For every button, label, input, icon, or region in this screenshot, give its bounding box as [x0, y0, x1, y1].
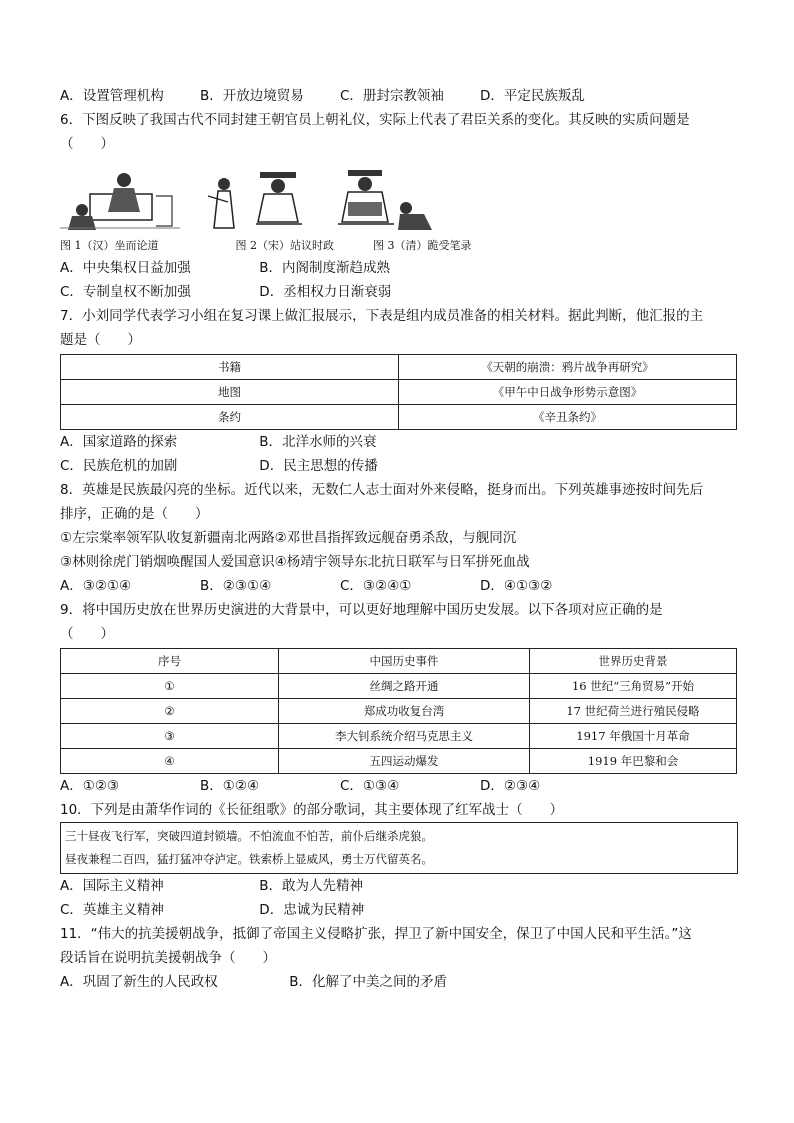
table-cell: 17 世纪荷兰进行殖民侵略: [530, 699, 737, 724]
q5-options: [60, 84, 740, 108]
table-row: [61, 380, 737, 405]
q6-figures: [60, 158, 740, 236]
table-cell: ①: [61, 674, 279, 699]
q10-lyrics-line1: 三十昼夜飞行军，突破四道封锁墙。不怕流血不怕苦，前仆后继杀虎狼。: [65, 829, 433, 843]
exam-page: [60, 84, 740, 994]
q10-lyrics-line2: 昼夜兼程二百四，猛打猛冲夺泸定。铁索桥上显威风，勇士万代留英名。: [65, 852, 433, 866]
table-cell: 书籍: [61, 355, 399, 380]
q6-option-d[interactable]: D．丞相权力日渐衰弱: [259, 284, 392, 300]
table-cell: ④: [61, 749, 279, 774]
q9-option-a[interactable]: A．①②③: [60, 778, 120, 794]
q6-stem-line2: （ ）: [60, 136, 114, 152]
q8-items-line1: ①左宗棠率领军队收复新疆南北两路②邓世昌指挥致远舰奋勇杀敌，与舰同沉: [60, 530, 517, 546]
table-row: [61, 674, 737, 699]
table-cell: 1917 年俄国十月革命: [530, 724, 737, 749]
q8-stem-line2: 排序，正确的是（ ）: [60, 506, 209, 522]
q5-option-d[interactable]: D．平定民族叛乱: [480, 88, 585, 104]
q11-option-b[interactable]: B．化解了中美之间的矛盾: [289, 974, 448, 990]
figure-song-court-illustration: [198, 166, 318, 236]
q10-option-c[interactable]: C．英雄主义精神: [60, 902, 164, 918]
q7-option-d[interactable]: D．民主思想的传播: [259, 458, 378, 474]
q7-option-b[interactable]: B．北洋水师的兴衰: [259, 434, 377, 450]
q6-option-b[interactable]: B．内阁制度渐趋成熟: [259, 260, 391, 276]
q9-history-table: [60, 648, 737, 774]
q9-option-d[interactable]: D．②③④: [480, 778, 541, 794]
table-cell: 1919 年巴黎和会: [530, 749, 737, 774]
q10-lyrics-box: [60, 822, 738, 874]
q8-option-c[interactable]: C．③②④①: [340, 578, 412, 594]
q11-stem-line2: 段话旨在说明抗美援朝战争（ ）: [60, 950, 276, 966]
q9-option-c[interactable]: C．①③④: [340, 778, 400, 794]
table-cell: ③: [61, 724, 279, 749]
caption-figure-3: 图 3（清）跪受笔录: [373, 239, 472, 252]
table-header-cell: 序号: [61, 649, 279, 674]
q7-materials-table: [60, 354, 737, 430]
q10-options-row2: [60, 898, 740, 922]
q7-options-row1: [60, 430, 740, 454]
table-cell: 《天朝的崩溃：鸦片战争再研究》: [399, 355, 737, 380]
q6-option-a[interactable]: A．中央集权日益加强: [60, 260, 191, 276]
q9-options: [60, 774, 740, 798]
q7-option-c[interactable]: C．民族危机的加剧: [60, 458, 178, 474]
q8-options: [60, 574, 740, 598]
table-cell: 郑成功收复台湾: [279, 699, 530, 724]
q9-stem-line2: （ ）: [60, 626, 114, 642]
table-cell: 《辛丑条约》: [399, 405, 737, 430]
q8-stem-line1: 8．英雄是民族最闪亮的坐标。近代以来，无数仁人志士面对外来侵略，挺身而出。下列英雄事迹按时间先后: [60, 482, 704, 498]
table-cell: ②: [61, 699, 279, 724]
q6-options-row2: [60, 280, 740, 304]
caption-figure-2: 图 2（宋）站议时政: [235, 239, 334, 252]
table-cell: 五四运动爆发: [279, 749, 530, 774]
q5-option-a[interactable]: A．设置管理机构: [60, 88, 164, 104]
table-cell: 条约: [61, 405, 399, 430]
q7-option-a[interactable]: A．国家道路的探索: [60, 434, 178, 450]
caption-figure-1: 图 1（汉）坐而论道: [60, 239, 159, 252]
q11-stem-line1: 11．“伟大的抗美援朝战争，抵御了帝国主义侵略扩张，捍卫了新中国安全，保卫了中国人民和平生活。”这: [60, 926, 692, 942]
q10-option-b[interactable]: B．敢为人先精神: [259, 878, 364, 894]
q6-figure-captions: [60, 236, 740, 256]
table-cell: 李大钊系统介绍马克思主义: [279, 724, 530, 749]
q9-stem-line1: 9．将中国历史放在世界历史演进的大背景中，可以更好地理解中国历史发展。以下各项对应正确的是: [60, 602, 663, 618]
table-cell: 地图: [61, 380, 399, 405]
table-row: [61, 749, 737, 774]
table-cell: 丝绸之路开通: [279, 674, 530, 699]
q7-stem-line1: 7．小刘同学代表学习小组在复习课上做汇报展示，下表是组内成员准备的相关材料。据此判断，他汇报的主: [60, 308, 704, 324]
q8-option-d[interactable]: D．④①③②: [480, 578, 553, 594]
q7-options-row2: [60, 454, 740, 478]
table-row: [61, 699, 737, 724]
table-header-cell: 中国历史事件: [279, 649, 530, 674]
q10-stem: 10．下列是由萧华作词的《长征组歌》的部分歌词，其主要体现了红军战士（ ）: [60, 802, 564, 818]
q8-option-a[interactable]: A．③②①④: [60, 578, 132, 594]
q10-option-a[interactable]: A．国际主义精神: [60, 878, 164, 894]
q6-stem-line1: 6．下图反映了我国古代不同封建王朝官员上朝礼仪，实际上代表了君臣关系的变化。其反映的实质问题是: [60, 112, 690, 128]
q8-option-b[interactable]: B．②③①④: [200, 578, 272, 594]
q6-options-row1: [60, 256, 740, 280]
table-cell: 《甲午中日战争形势示意图》: [399, 380, 737, 405]
q9-option-b[interactable]: B．①②④: [200, 778, 260, 794]
table-header-row: [61, 649, 737, 674]
q10-option-d[interactable]: D．忠诚为民精神: [259, 902, 365, 918]
table-row: [61, 355, 737, 380]
q7-stem-line2: 题是（ ）: [60, 332, 141, 348]
figure-qing-court-illustration: [328, 166, 448, 236]
q11-options-row1: [60, 970, 740, 994]
q6-option-c[interactable]: C．专制皇权不断加强: [60, 284, 191, 300]
table-row: [61, 724, 737, 749]
q5-option-b[interactable]: B．开放边境贸易: [200, 88, 304, 104]
q8-items-line2: ③林则徐虎门销烟唤醒国人爱国意识④杨靖宇领导东北抗日联军与日军拼死血战: [60, 554, 530, 570]
table-header-cell: 世界历史背景: [530, 649, 737, 674]
figure-han-court-illustration: [60, 166, 180, 236]
table-cell: 16 世纪“三角贸易”开始: [530, 674, 737, 699]
q10-options-row1: [60, 874, 740, 898]
table-row: [61, 405, 737, 430]
q5-option-c[interactable]: C．册封宗教领袖: [340, 88, 444, 104]
q11-option-a[interactable]: A．巩固了新生的人民政权: [60, 974, 218, 990]
